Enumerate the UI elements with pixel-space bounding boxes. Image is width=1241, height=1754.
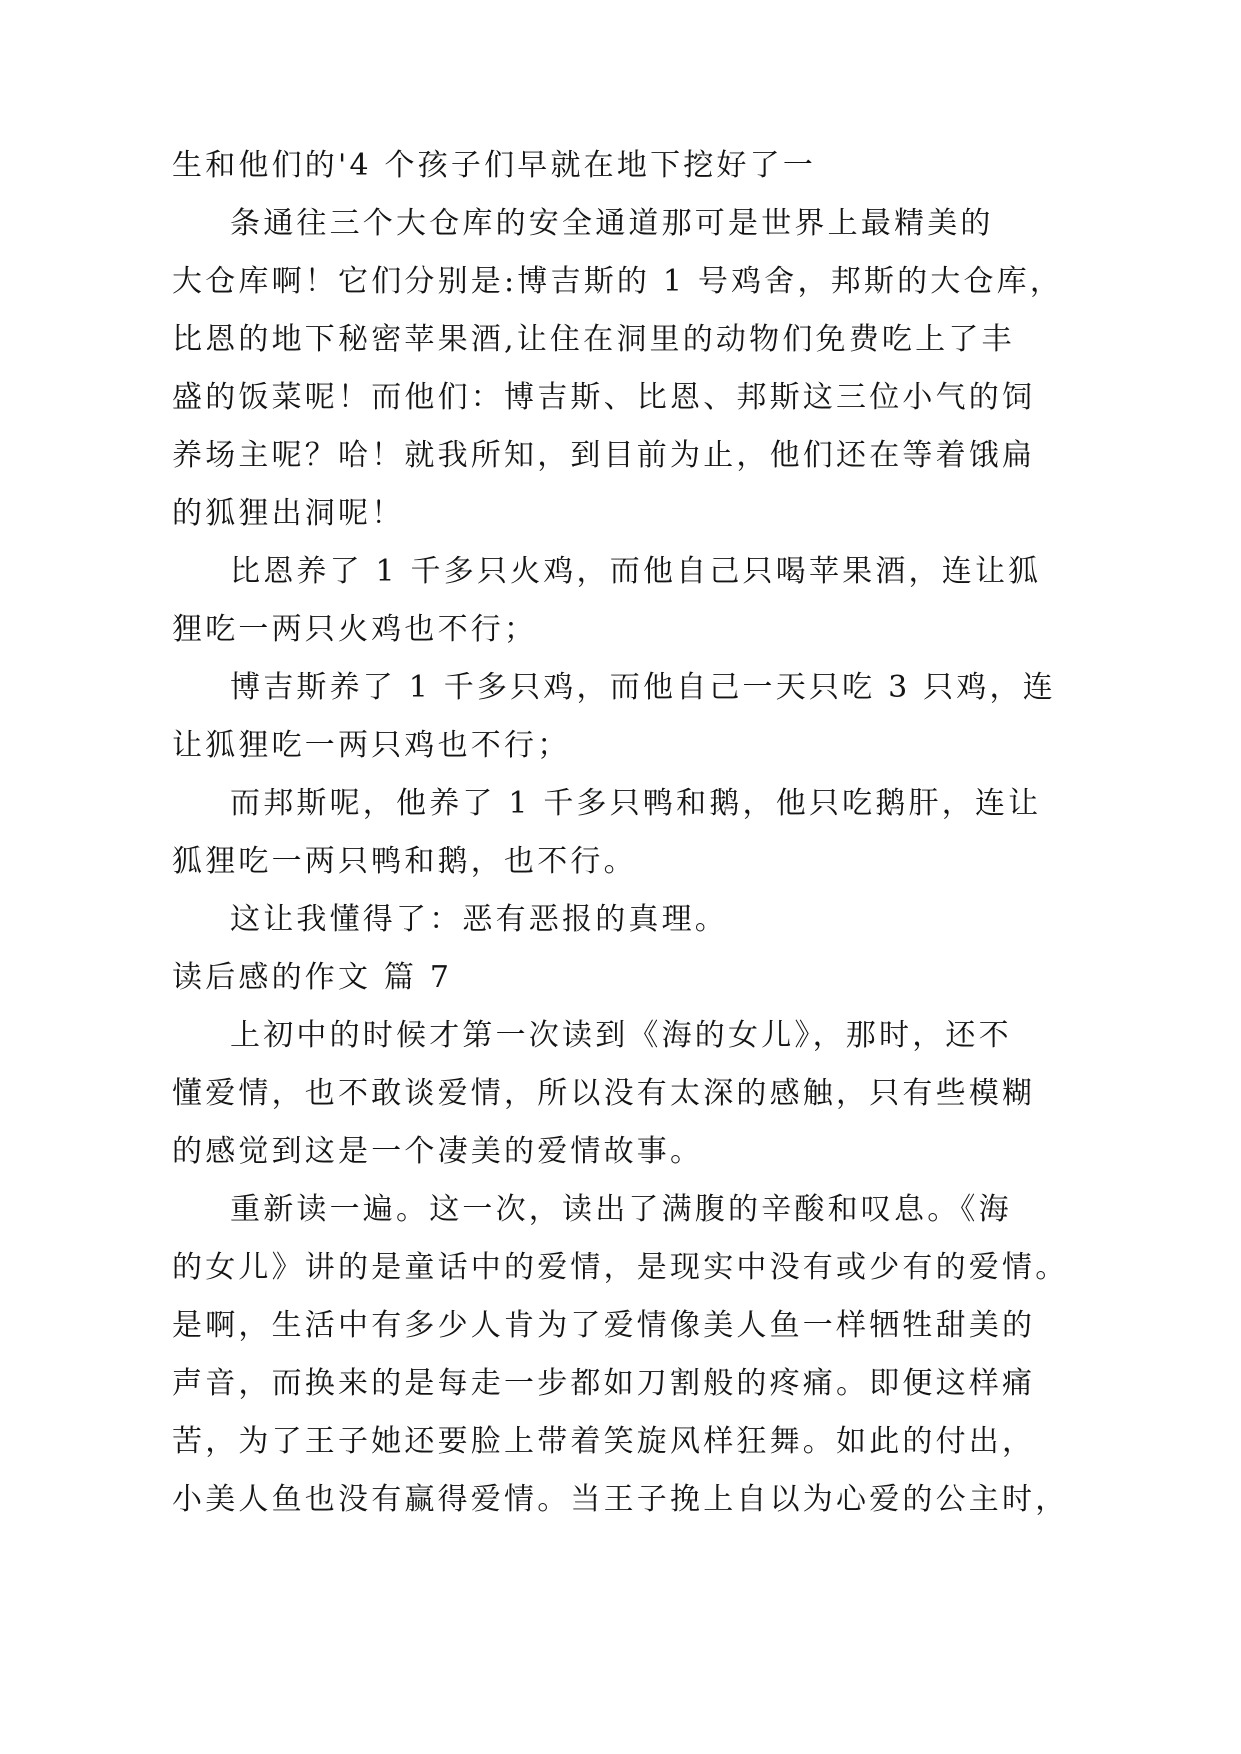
paragraph-first-line: 重新读一遍。这一次，读出了满腹的辛酸和叹息。《海 (230, 1192, 1012, 1227)
text-line: 比恩的地下秘密苹果酒,让住在洞里的动物们免费吃上了丰 (172, 322, 1015, 357)
section-heading: 读后感的作文 篇 7 (172, 960, 453, 995)
text-line: 狸吃一两只火鸡也不行； (172, 612, 538, 647)
text-line: 盛的饭菜呢！而他们：博吉斯、比恩、邦斯这三位小气的饲 (172, 380, 1036, 415)
text-line: 生和他们的'4 个孩子们早就在地下挖好了一 (172, 148, 817, 183)
text-line: 是啊，生活中有多少人肯为了爱情像美人鱼一样牺牲甜美的 (172, 1308, 1036, 1343)
paragraph-first-line: 博吉斯养了 1 千多只鸡，而他自己一天只吃 3 只鸡，连 (230, 670, 1056, 705)
paragraph-first-line: 上初中的时候才第一次读到《海的女儿》，那时，还不 (230, 1018, 1012, 1053)
text-line: 的感觉到这是一个凄美的爱情故事。 (172, 1134, 704, 1169)
text-line: 狐狸吃一两只鸭和鹅，也不行。 (172, 844, 637, 879)
text-line: 懂爱情，也不敢谈爱情，所以没有太深的感触，只有些模糊 (172, 1076, 1036, 1111)
text-line: 的狐狸出洞呢！ (172, 496, 405, 531)
text-line: 养场主呢？哈！就我所知，到目前为止，他们还在等着饿扁 (172, 438, 1036, 473)
text-line: 大仓库啊！它们分别是:博吉斯的 1 号鸡舍，邦斯的大仓库， (172, 264, 1064, 299)
paragraph-first-line: 这让我懂得了：恶有恶报的真理。 (230, 902, 728, 937)
text-line: 声音，而换来的是每走一步都如刀割般的疼痛。即便这样痛 (172, 1366, 1036, 1401)
paragraph-first-line: 比恩养了 1 千多只火鸡，而他自己只喝苹果酒，连让狐 (230, 554, 1042, 589)
paragraph-first-line: 条通往三个大仓库的安全通道那可是世界上最精美的 (230, 206, 994, 241)
text-line: 苦，为了王子她还要脸上带着笑旋风样狂舞。如此的付出， (172, 1424, 1036, 1459)
paragraph-first-line: 而邦斯呢，他养了 1 千多只鸭和鹅，他只吃鹅肝，连让 (230, 786, 1042, 821)
text-line: 小美人鱼也没有赢得爱情。当王子挽上自以为心爱的公主时， (172, 1482, 1069, 1517)
text-line: 的女儿》讲的是童话中的爱情，是现实中没有或少有的爱情。 (172, 1250, 1069, 1285)
text-line: 让狐狸吃一两只鸡也不行； (172, 728, 571, 763)
